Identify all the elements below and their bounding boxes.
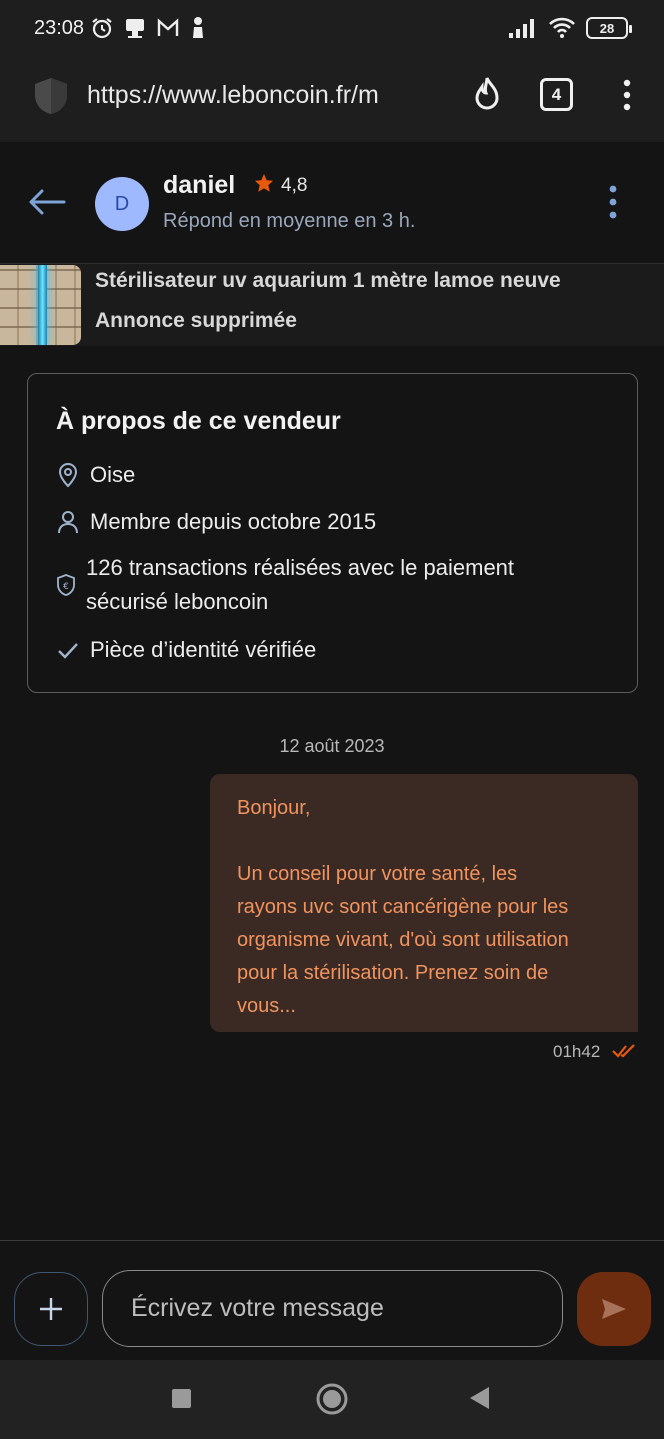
seller-rating: 4,8: [281, 175, 308, 196]
tab-count-button[interactable]: [540, 78, 573, 111]
notification-icon: [124, 16, 146, 40]
status-bar: [0, 0, 664, 60]
date-separator: 12 août 2023: [279, 736, 385, 756]
system-back-button[interactable]: [468, 1385, 492, 1411]
about-title: À propos de ce vendeur: [56, 407, 341, 435]
battery-level: 28: [599, 20, 615, 36]
signal-icon: [508, 17, 538, 39]
wifi-icon: [548, 16, 576, 40]
about-transactions-row: [56, 551, 514, 619]
battery-icon: [586, 17, 628, 39]
message-line: Bonjour,: [237, 797, 311, 819]
secure-payment-icon: [56, 573, 76, 597]
id-verified: Pièce d’identité vérifiée: [90, 637, 317, 662]
seller-location: Oise: [90, 462, 136, 487]
message-line: pour la stérilisation. Prenez soin de: [237, 962, 549, 984]
message-line: rayons uvc sont cancérigène pour les: [237, 896, 569, 918]
recents-button[interactable]: [172, 1389, 191, 1408]
browser-toolbar: [0, 60, 664, 142]
status-right-icons: [508, 16, 628, 40]
system-nav-bar: [0, 1360, 664, 1439]
about-location-row: [56, 458, 135, 492]
response-time: Répond en moyenne en 3 h.: [163, 210, 416, 232]
chat-header: [0, 142, 664, 264]
transactions-line-2: sécurisé leboncoin: [86, 589, 269, 614]
add-attachment-button[interactable]: [14, 1272, 88, 1346]
send-button[interactable]: [577, 1272, 651, 1346]
message-bubble[interactable]: [210, 774, 638, 1032]
message-line: vous...: [237, 995, 296, 1017]
listing-status: Annonce supprimée: [95, 309, 297, 332]
flame-icon[interactable]: [470, 76, 504, 114]
alarm-icon: [90, 16, 114, 40]
about-seller-card: [27, 373, 638, 693]
checkmark-icon: [56, 638, 80, 662]
url-bar[interactable]: https://www.leboncoin.fr/m: [87, 81, 379, 109]
seller-name[interactable]: daniel: [163, 171, 236, 199]
member-since: Membre depuis octobre 2015: [90, 509, 377, 534]
avatar[interactable]: [95, 177, 149, 231]
listing-thumbnail[interactable]: [0, 265, 81, 345]
listing-summary[interactable]: [0, 264, 664, 346]
star-icon: [253, 172, 275, 194]
message-line: Un conseil pour votre santé, les: [237, 863, 518, 885]
location-pin-icon: [56, 462, 80, 488]
double-check-icon: [612, 1043, 638, 1059]
status-left-icons: [90, 16, 206, 40]
transactions-line-1: 126 transactions réalisées avec le paiement: [86, 555, 515, 580]
message-time: 01h42: [553, 1042, 601, 1061]
figure-icon: [190, 16, 206, 40]
more-vert-icon[interactable]: [606, 184, 620, 220]
home-button[interactable]: [316, 1383, 348, 1415]
message-line: organisme vivant, d'où sont utilisation: [237, 929, 569, 951]
more-vert-icon[interactable]: [620, 78, 634, 112]
send-icon: [600, 1297, 628, 1321]
listing-title[interactable]: Stérilisateur uv aquarium 1 mètre lamoe neuve: [95, 269, 561, 292]
plus-icon: [38, 1296, 64, 1322]
tab-count: 4: [551, 84, 562, 104]
back-arrow-icon[interactable]: [28, 188, 66, 216]
shield-icon[interactable]: [32, 76, 70, 116]
message-composer: [0, 1240, 664, 1360]
message-line: [237, 825, 611, 858]
message-input[interactable]: [102, 1270, 563, 1347]
status-time: 23:08: [34, 17, 85, 39]
about-verified-row: [56, 633, 316, 667]
svg-text:€: €: [63, 582, 69, 592]
gmail-icon: [156, 16, 180, 40]
about-member-row: [56, 505, 376, 539]
avatar-letter: D: [114, 192, 130, 215]
user-icon: [56, 509, 80, 535]
